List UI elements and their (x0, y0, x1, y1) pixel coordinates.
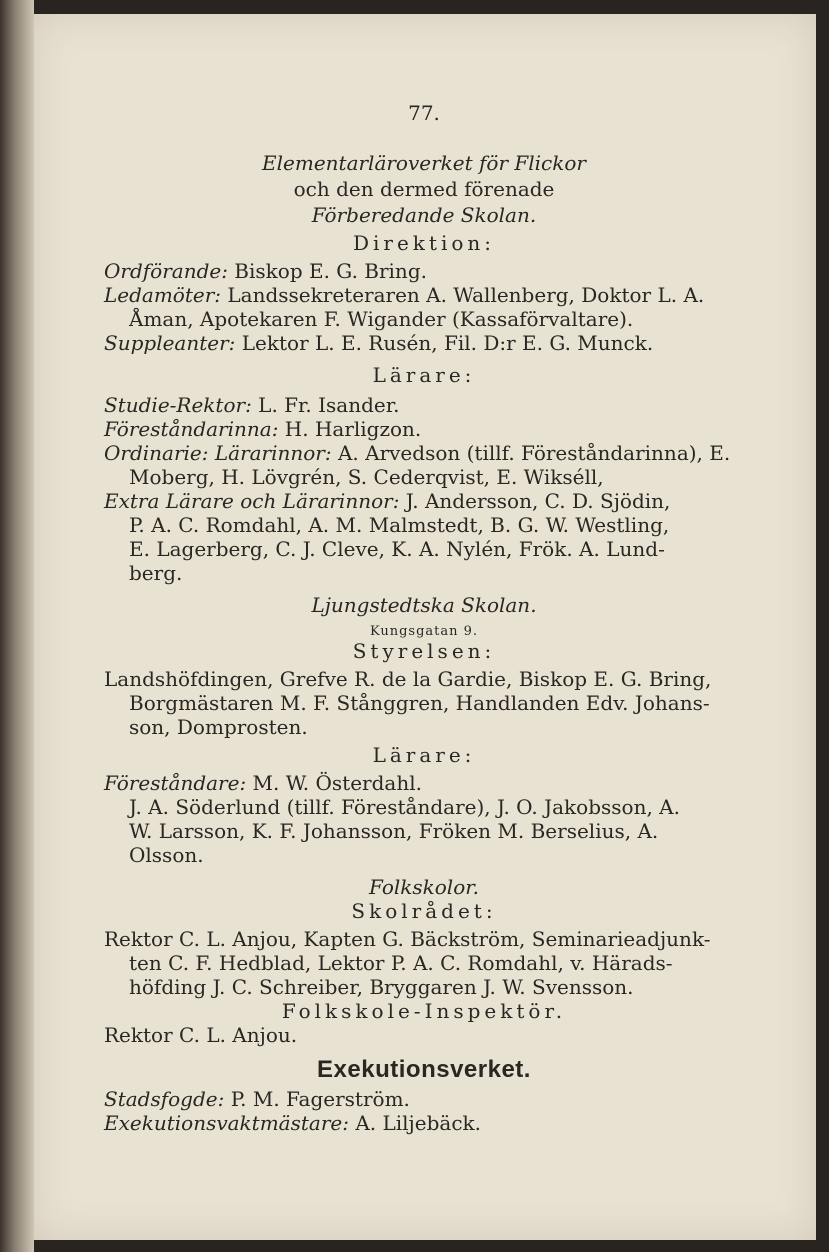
skolradet-heading: Skolrådet: (351, 899, 497, 923)
section1-title-line2: och den dermed förenade (293, 177, 555, 201)
ordforande-text: Biskop E. G. Bring. (227, 259, 427, 283)
stadsfogde-line (104, 1088, 410, 1111)
skolradet-line2: ten C. F. Hedblad, Lektor P. A. C. Romdahl, v. Härads- (129, 951, 673, 975)
forestandarinna-label: Föreståndarinna: (104, 417, 279, 441)
extra-text: J. Andersson, C. D. Sjödin, (399, 489, 671, 513)
section2-title: Ljungstedtska Skolan. (311, 593, 537, 617)
larare-heading-1: Lärare: (372, 363, 476, 387)
forestandare-line (104, 772, 422, 795)
vaktmastare-line (104, 1112, 481, 1135)
ordinarie-text: A. Arvedson (tillf. Föreståndarinna), E. (331, 441, 731, 465)
studierektor-label: Studie-Rektor: (104, 393, 252, 417)
stadsfogde-label: Stadsfogde: (104, 1087, 225, 1111)
larare2-line2: W. Larsson, K. F. Johansson, Fröken M. Berselius, A. (129, 819, 659, 843)
extra-line3: E. Lagerberg, C. J. Cleve, K. A. Nylén, Frök. A. Lund- (129, 537, 665, 561)
suppleanter-label: Suppleanter: (104, 331, 236, 355)
ordinarie-label: Ordinarie: (104, 441, 209, 465)
larare-heading-2: Lärare: (372, 743, 476, 767)
ordinarie-line2: Moberg, H. Lövgrén, S. Cederqvist, E. Wikséll, (129, 465, 604, 489)
styrelsen-line3: son, Domprosten. (129, 715, 308, 739)
book-binding-edge (0, 0, 34, 1252)
ordinarie-line (104, 442, 730, 465)
section4-title: Exekutionsverket. (317, 1056, 531, 1083)
ledamoter-line2: Åman, Apotekaren F. Wigander (Kassaförvaltare). (129, 307, 634, 331)
skolradet-line3: höfding J. C. Schreiber, Bryggaren J. W. Svensson. (129, 975, 634, 999)
section3-title: Folkskolor. (369, 875, 479, 899)
section1-title-line1: Elementarläroverket för Flickor (262, 151, 586, 175)
vaktmastare-label: Exekutionsvaktmästare: (104, 1111, 349, 1135)
forestandare-text: M. W. Österdahl. (246, 771, 422, 795)
section2-address: Kungsgatan 9. (369, 624, 479, 639)
studierektor-text: L. Fr. Isander. (251, 393, 400, 417)
styrelsen-heading: Styrelsen: (352, 639, 496, 663)
extra-line4: berg. (129, 561, 183, 585)
extra-line2: P. A. C. Romdahl, A. M. Malmstedt, B. G. W. Westling, (129, 513, 670, 537)
ordforande-line (104, 260, 427, 283)
styrelsen-line2: Borgmästaren M. F. Stånggren, Handlanden Edv. Johans- (129, 691, 710, 715)
book-page (34, 14, 816, 1240)
page-number: 77. (408, 101, 440, 125)
stadsfogde-text: P. M. Fagerström. (224, 1087, 410, 1111)
ledamoter-text: Landssekreteraren A. Wallenberg, Doktor L. A. (221, 283, 705, 307)
forestandarinna-text: H. Harligzon. (278, 417, 422, 441)
skolradet-line1: Rektor C. L. Anjou, Kapten G. Bäckström, Seminarieadjunk- (104, 927, 711, 951)
ledamoter-label: Ledamöter: (104, 283, 222, 307)
ledamoter-line (104, 284, 704, 307)
styrelsen-line1: Landshöfdingen, Grefve R. de la Gardie, Biskop E. G. Bring, (104, 667, 712, 691)
studierektor-line (104, 394, 399, 417)
direktion-heading: Direktion: (352, 231, 496, 255)
ordinarie-label2: Lärarinnor: (214, 441, 332, 465)
section1-title-line3: Förberedande Skolan. (311, 203, 537, 227)
inspektor-line: Rektor C. L. Anjou. (104, 1023, 298, 1047)
extra-line (104, 490, 670, 513)
forestandare-label: Föreståndare: (104, 771, 247, 795)
inspektor-heading: Folkskole-Inspektör. (281, 999, 567, 1023)
extra-label: Extra Lärare och Lärarinnor: (104, 489, 400, 513)
forestandarinna-line (104, 418, 421, 441)
larare2-line1: J. A. Söderlund (tillf. Föreståndare), J. O. Jakobsson, A. (129, 795, 680, 819)
ordforande-label: Ordförande: (104, 259, 228, 283)
larare2-line3: Olsson. (129, 843, 204, 867)
suppleanter-text: Lektor L. E. Rusén, Fil. D:r E. G. Munck. (235, 331, 654, 355)
suppleanter-line (104, 332, 653, 355)
vaktmastare-text: A. Liljebäck. (348, 1111, 481, 1135)
